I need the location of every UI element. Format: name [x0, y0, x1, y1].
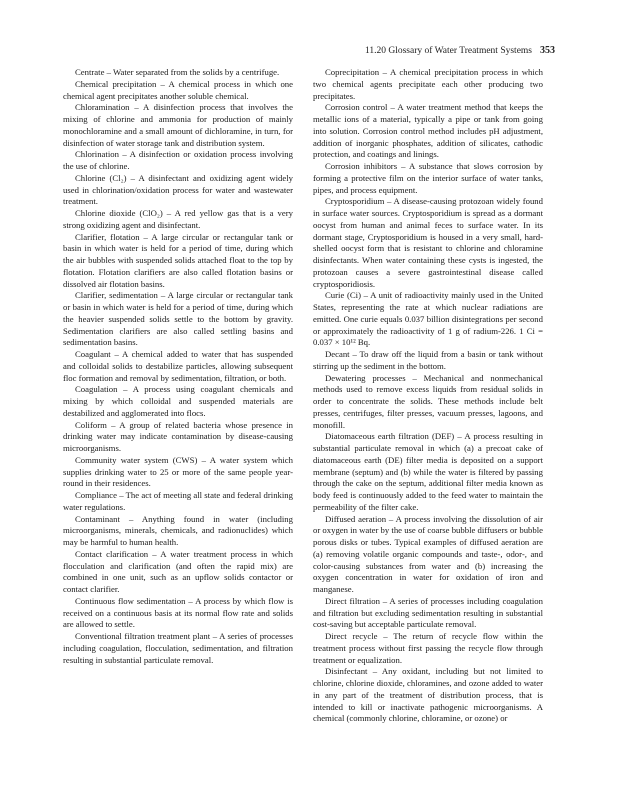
- glossary-entry: Direct filtration – A series of processes including coagulation and filtration but excluding sedimentation resulting in substantial cost-saving but acceptable particulate removal.: [313, 595, 543, 630]
- glossary-entry: Community water system (CWS) – A water system which supplies drinking water to 25 or more of the same people year-round in their residences.: [63, 454, 293, 489]
- glossary-entry: Centrate – Water separated from the solids by a centrifuge.: [75, 67, 280, 77]
- glossary-entry: Chloramination – A disinfection process that involves the mixing of chlorine and ammonia for production of mainly monochloramine and a small amount of dichloramine, in turn, for disinfection of water storage tank and distribution system.: [63, 102, 293, 148]
- glossary-entry: Diatomaceous earth filtration (DEF) – A process resulting in substantial particulate removal in which (a) a precoat cake of diatomaceous earth (DE) filter media is deposited on a support membrane (septum) and (b) while the water is filtered by passing through the cake on the septum, additional filter media known as body feed is continuously added to the feed water to maintain the permeability of the filter cake.: [313, 431, 543, 512]
- left-column: [63, 67, 293, 666]
- glossary-entry: Contact clarification – A water treatment process in which flocculation and clarification (and often the rapid mix) are combined in one unit, such as an upflow solids contactor or contact clarifier.: [63, 548, 293, 594]
- glossary-entry: Coagulation – A process using coagulant chemicals and mixing by which colloidal and suspended materials are destabilized and agglomerated into flocs.: [63, 384, 293, 418]
- glossary-entry: Clarifier, flotation – A large circular or rectangular tank or basin in which water is held for a period of time, during which the air bubbles with suspended solids attached float to the top by flotation. Flotation clarifiers are also called flotation basins or dissolved air flotation basins.: [63, 231, 293, 289]
- glossary-entry: Corrosion inhibitors – A substance that slows corrosion by forming a protective film on the interior surface of water tanks, pipes, and process equipment.: [313, 161, 543, 195]
- glossary-entry: Chemical precipitation – A chemical process in which one chemical agent precipitates another soluble chemical.: [63, 78, 293, 101]
- section-title: 11.20 Glossary of Water Treatment Systems: [364, 46, 532, 56]
- glossary-entry: Chlorine dioxide (ClO₂) – A red yellow gas that is a very strong oxidizing agent and disinfectant.: [63, 208, 293, 230]
- glossary-entry: Dewatering processes – Mechanical and nonmechanical methods used to remove excess liquids from residual solids in order to concentrate the solids. These methods include belt presses, centrifuges, filter presses, vacuum presses, lagoons, and monofill.: [313, 372, 543, 430]
- glossary-entry: Contaminant – Anything found in water (including microorganisms, minerals, chemicals, and radionuclides) which may be harmful to human health.: [63, 513, 293, 547]
- glossary-entry: Clarifier, sedimentation – A large circular or rectangular tank or basin in which water is held for a period of time, during which the heavier suspended solids settle to the bottom by gravity. Sedimentation clarifiers are also called settling basins and sedimentation basins.: [63, 290, 293, 348]
- glossary-entry: Continuous flow sedimentation – A process by which flow is received on a continuous basis at its normal flow rate and solids are allowed to settle.: [63, 595, 293, 630]
- glossary-entry: Disinfectant – Any oxidant, including but not limited to chlorine, chlorine dioxide, chloramines, and ozone added to water in any part of the treatment of distribution process, that is intended to kill or inactivate pathogenic microorganisms. A chemical (commonly chlorine, chloramine, or ozone) or: [313, 666, 543, 724]
- glossary-entry: Coprecipitation – A chemical precipitation process in which two chemical agents precipitate each other producing two precipitates.: [313, 67, 543, 101]
- running-header: [365, 45, 555, 56]
- page-number: 353: [540, 45, 555, 56]
- glossary-entry: Coliform – A group of related bacteria whose presence in drinking water may indicate contamination by disease-causing microorganisms.: [63, 419, 293, 453]
- glossary-entry: Compliance – The act of meeting all state and federal drinking water regulations.: [63, 490, 293, 512]
- glossary-entry: Coagulant – A chemical added to water that has suspended and colloidal solids to destabilize particles, allowing subsequent floc formation and removal by sedimentation, filtration, or both.: [63, 349, 293, 383]
- glossary-entry: Corrosion control – A water treatment method that keeps the metallic ions of a material, typically a pipe or tank from going into solution. Corrosion control method includes pH adjustment, addition of inorganic phosphates, addition of silicates, cathodic protection, and coatings and linings.: [313, 102, 543, 160]
- glossary-entry: Curie (Ci) – A unit of radioactivity mainly used in the United States, representing the rate at which nuclear radiations are emitted. One curie equals 0.037 billion disintegrations per second or approximately the radioactivity of 1 g of radium-226. 1 Ci = 0.037 × 10¹² Bq.: [313, 290, 543, 348]
- glossary-entry: Chlorine (Cl₂) – A disinfectant and oxidizing agent widely used in chlorination/oxidation process for water and wastewater treatment.: [63, 172, 293, 207]
- glossary-entry: Chlorination – A disinfection or oxidation process involving the use of chlorine.: [63, 149, 293, 171]
- right-column: [313, 67, 543, 725]
- glossary-entry: Conventional filtration treatment plant – A series of processes including coagulation, flocculation, sedimentation, and filtration resulting in substantial particulate removal.: [63, 631, 293, 665]
- glossary-entry: Direct recycle – The return of recycle flow within the treatment process without first passing the recycle flow through treatment or equalization.: [313, 631, 543, 665]
- glossary-entry: Decant – To draw off the liquid from a basin or tank without stirring up the sediment in the bottom.: [313, 349, 543, 371]
- glossary-entry: Cryptosporidium – A disease-causing protozoan widely found in surface water sources. Cryptosporidium is spread as a dormant oocyst from human and animal feces to surface water. In its dormant stage, Cryptosporidium is housed in a very small, hard-shelled oocyst form that is resistant to chlorine and chloramine disinfectants. When water containing these cysts is ingested, the protozoan causes a severe gastrointestinal disease called cryptosporidiosis.: [313, 196, 543, 289]
- glossary-entry: Diffused aeration – A process involving the dissolution of air or oxygen in water by the use of coarse bubble diffusers or bubble porous disks or tubes. Typical examples of diffused aeration are (a) removing volatile organic compounds and taste-, odor-, and color-causing substances from water and (b) increasing the oxygen concentration in water for oxidation of iron and manganese.: [313, 513, 543, 594]
